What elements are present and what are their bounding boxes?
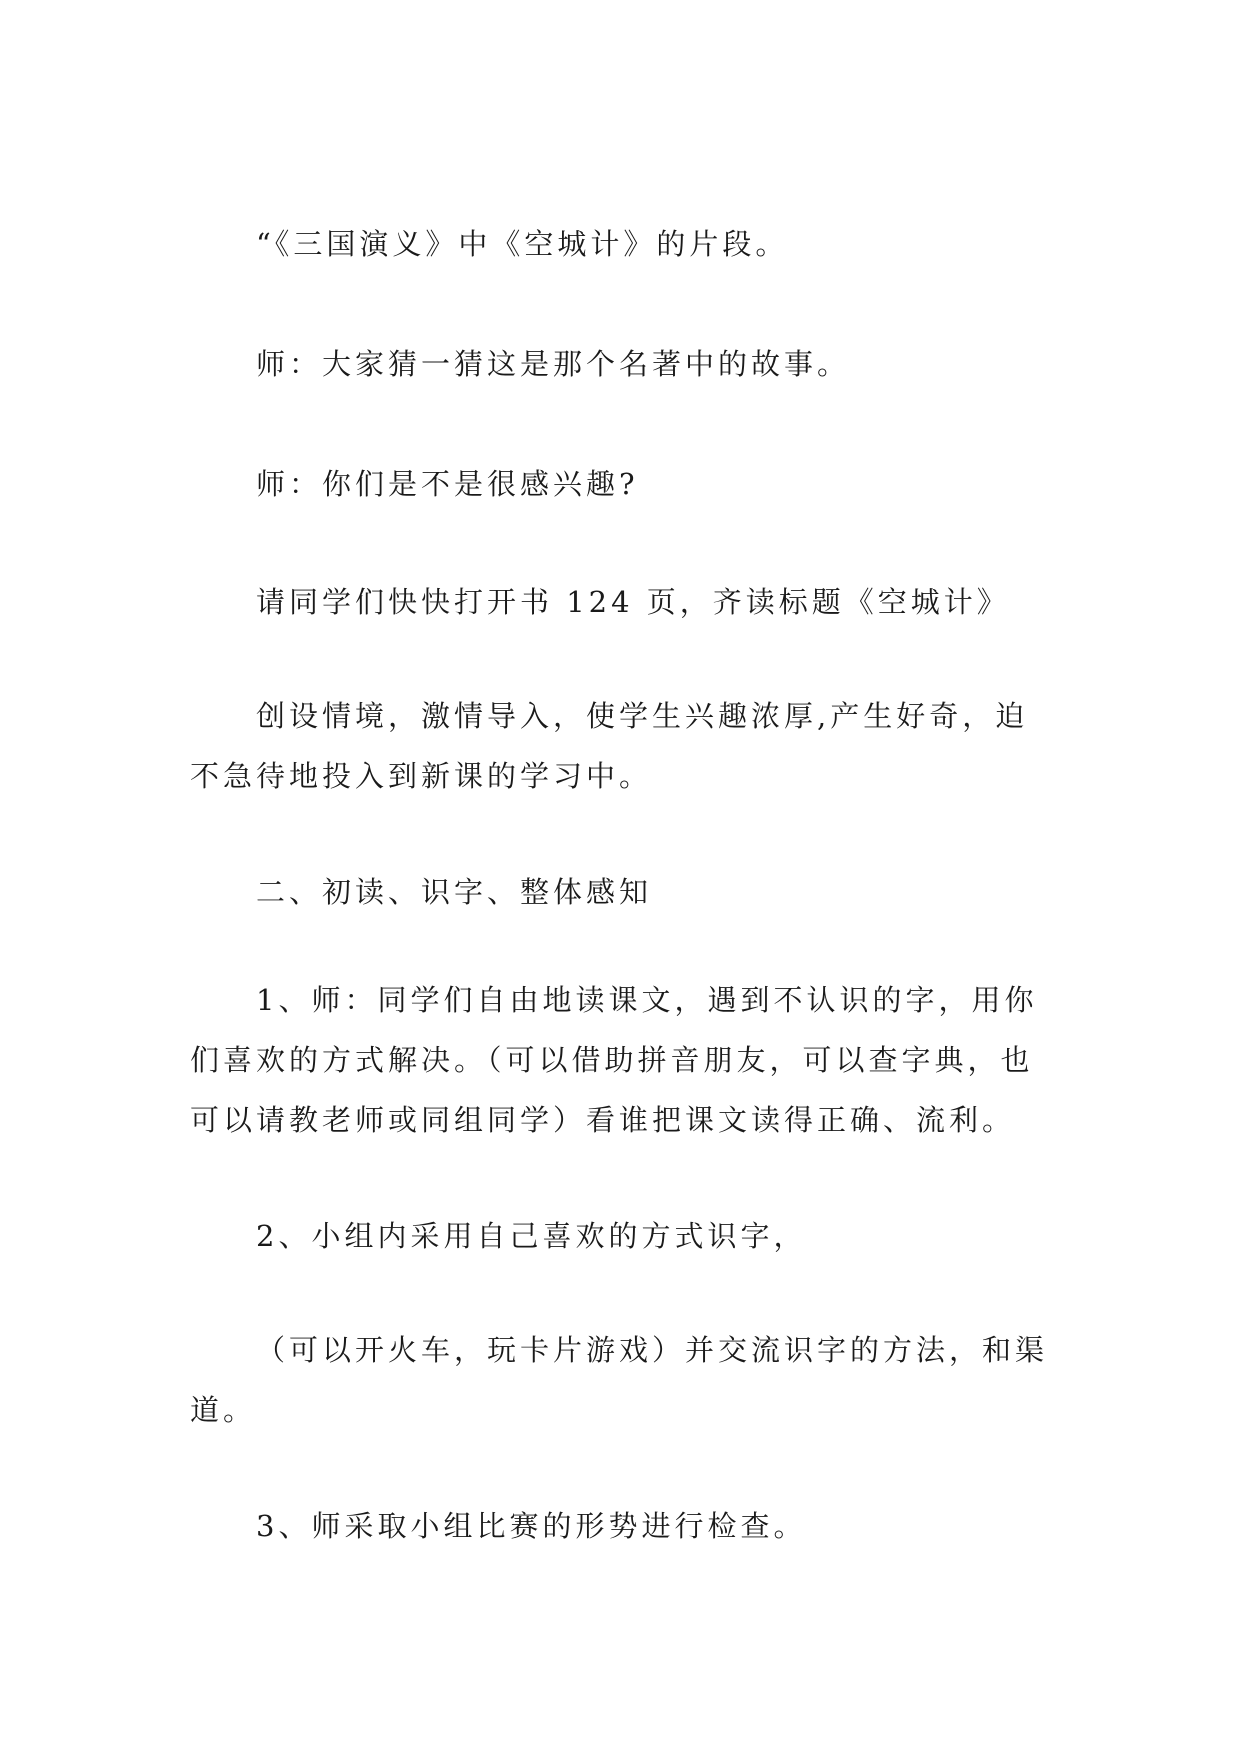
- paragraph-1: “《三国演义》中《空城计》的片段。: [256, 227, 789, 261]
- paragraph-3: 师：你们是不是很感兴趣?: [256, 467, 639, 501]
- section-heading: 二、初读、识字、整体感知: [256, 875, 653, 909]
- paragraph-5: 创设情境，激情导入，使学生兴趣浓厚,产生好奇，迫不急待地投入到新课的学习中。: [190, 699, 1029, 793]
- paragraph-step-1: 1、师：同学们自由地读课文，遇到不认识的字，用你们喜欢的方式解决。（可以借助拼音朋友，可以查字典，也可以请教老师或同组同学）看谁把课文读得正确、流利。: [190, 983, 1038, 1137]
- paragraph-2: 师：大家猜一猜这是那个名著中的故事。: [256, 347, 851, 381]
- paragraph-step-2: 2、小组内采用自己喜欢的方式识字，: [256, 1219, 807, 1253]
- paragraph-step-3: 3、师采取小组比赛的形势进行检查。: [256, 1509, 807, 1543]
- paragraph-4: 请同学们快快打开书 124 页，齐读标题《空城计》: [256, 585, 1010, 619]
- paragraph-step-2-detail: （可以开火车，玩卡片游戏）并交流识字的方法，和渠道。: [190, 1333, 1049, 1427]
